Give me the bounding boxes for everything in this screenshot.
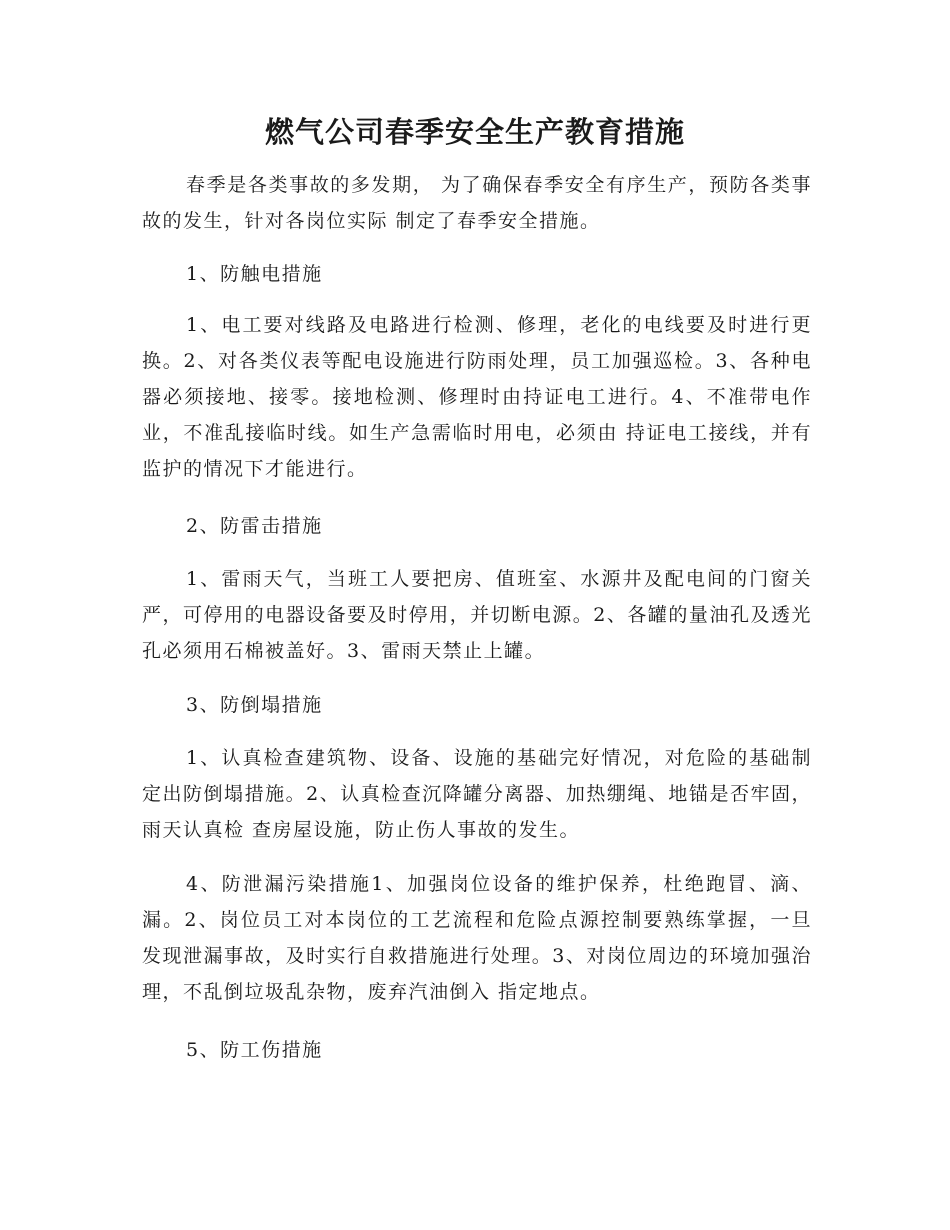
section-body-lightning: 1、雷雨天气，当班工人要把房、值班室、水源井及配电间的门窗关 严，可停用的电器设备要及时停用，并切断电源。2、各罐的量油孔及透光孔必须用石棉被盖好。3、雷雨天禁止上罐。 [142,568,812,662]
section-leak-pollution: 4、防泄漏污染措施1、加强岗位设备的维护保养，杜绝跑冒、滴、漏。2、岗位员工对本岗位的工艺流程和危险点源控制要熟练掌握，一旦 发现泄漏事故，及时实行自救措施进行处理。3、对岗位周边的环境加强治理，不乱倒垃圾乱杂物，废弃汽油倒入 指定地点。 [142,873,812,1003]
intro-paragraph: 春季是各类事故的多发期， 为了确保春季安全有序生产，预防各类事故的发生，针对各岗位实际 制定了春季安全措施。 [142,174,812,232]
section-heading-electric-shock: 1、防触电措施 [186,263,323,285]
section-body-electric-shock: 1、电工要对线路及电路进行检测、修理，老化的电线要及时进行更换。2、对各类仪表等配电设施进行防雨处理，员工加强巡检。3、各种电器必须接地、接零。接地检测、修理时由持证电工进行。4、不准带电作业，不准乱接临时线。如生产急需临时用电，必须由 持证电工接线，并有监护的情况下才能进行。 [142,314,812,480]
section-heading-collapse: 3、防倒塌措施 [186,694,323,716]
section-heading-lightning: 2、防雷击措施 [186,515,323,537]
section-body-collapse: 1、认真检查建筑物、设备、设施的基础完好情况，对危险的基础制 定出防倒塌措施。2、认真检查沉降罐分离器、加热绷绳、地锚是否牢固，雨天认真检 查房屋设施，防止伤人事故的发生。 [142,747,812,841]
section-heading-work-injury: 5、防工伤措施 [186,1039,323,1061]
document-title: 燃气公司春季安全生产教育措施 [264,115,685,149]
